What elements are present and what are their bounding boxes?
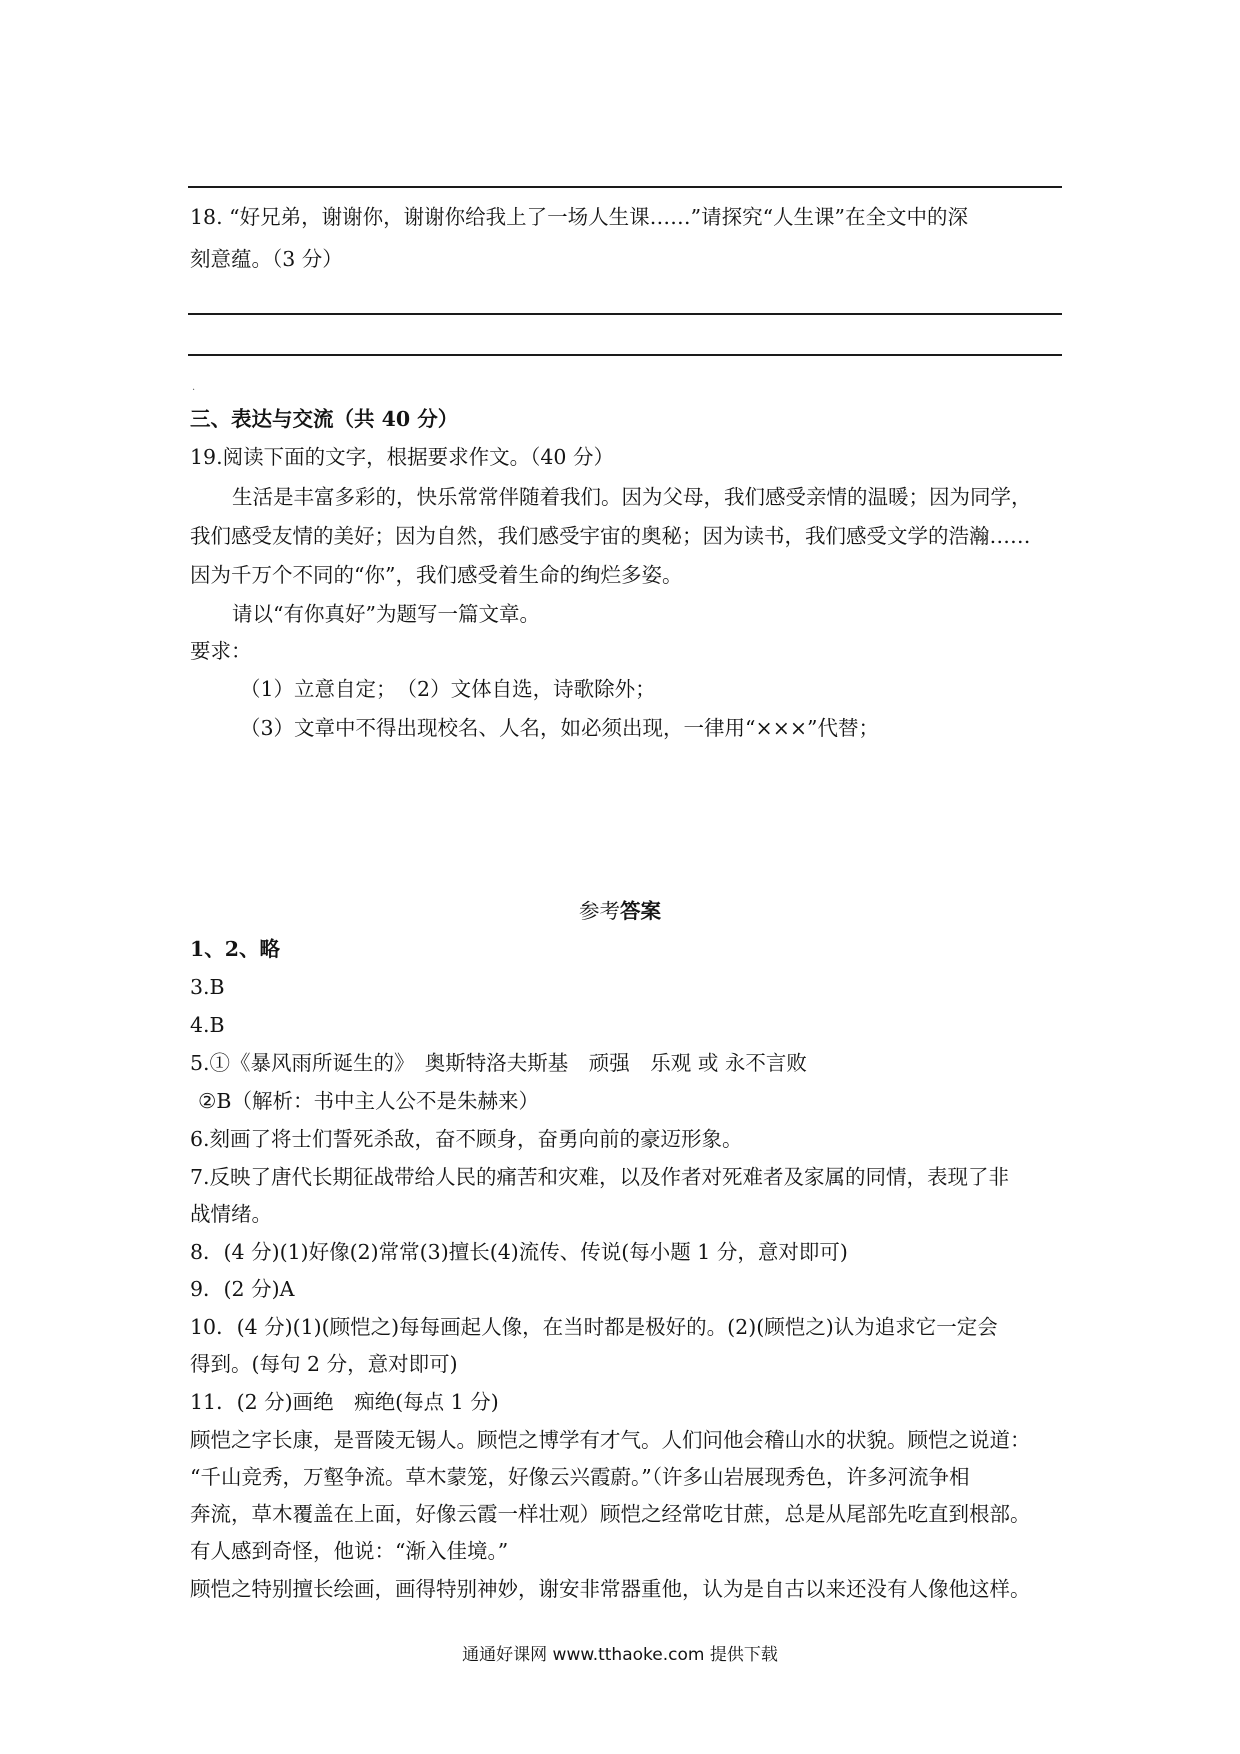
scan-dot: · bbox=[192, 385, 196, 396]
answer-line-text: 顾恺之字长康，是晋陵无锡人。顾恺之博学有才气。人们问他会稽山水的状貌。顾恺之说道： bbox=[190, 1428, 1031, 1452]
question-18-line-1: 18. “好兄弟，谢谢你，谢谢你给我上了一场人生课……”请探究“人生课”在全文中的深 bbox=[190, 205, 969, 229]
answer-line-text: 1、2、略 bbox=[190, 937, 281, 961]
answer-line bbox=[188, 186, 1062, 188]
requirement-3: （3）文章中不得出现校名、人名，如必须出现，一律用“×××”代替； bbox=[240, 716, 880, 740]
answer-line-text: 4.B bbox=[190, 1013, 225, 1037]
essay-prompt: 请以“有你真好”为题写一篇文章。 bbox=[232, 602, 540, 626]
answer-line-text: 11．(2 分)画绝 痴绝(每点 1 分) bbox=[190, 1390, 499, 1414]
question-18-line-2: 刻意蕴。（3 分） bbox=[190, 247, 343, 271]
answer-line-text: 10．(4 分)(1)(顾恺之)每每画起人像，在当时都是极好的。(2)(顾恺之)认为追求它一定会 bbox=[190, 1315, 998, 1339]
question-19: 19.阅读下面的文字，根据要求作文。（40 分） bbox=[190, 445, 614, 469]
passage-line-2: 我们感受友情的美好；因为自然，我们感受宇宙的奥秘；因为读书，我们感受文学的浩瀚…… bbox=[190, 524, 1031, 548]
answer-line bbox=[188, 313, 1062, 315]
answer-line-text: 5.①《暴风雨所诞生的》 奥斯特洛夫斯基 顽强 乐观 或 永不言败 bbox=[190, 1051, 807, 1075]
passage-line-3: 因为千万个不同的“你”，我们感受着生命的绚烂多姿。 bbox=[190, 563, 683, 587]
answers-title-prefix: 参考 bbox=[579, 899, 620, 923]
answer-line-text: 顾恺之特别擅长绘画，画得特别神妙，谢安非常器重他，认为是自古以来还没有人像他这样。 bbox=[190, 1577, 1031, 1601]
answer-line-text: 8．(4 分)(1)好像(2)常常(3)擅长(4)流传、传说(每小题 1 分，意对即可) bbox=[190, 1240, 848, 1264]
answers-title-bold: 答案 bbox=[620, 899, 661, 923]
answer-line-text: 得到。(每句 2 分，意对即可) bbox=[190, 1352, 458, 1376]
answer-line-text: 6.刻画了将士们誓死杀敌，奋不顾身，奋勇向前的豪迈形象。 bbox=[190, 1127, 743, 1151]
answer-line-text: 战情绪。 bbox=[190, 1202, 272, 1226]
answer-line-text: “千山竞秀，万壑争流。草木蒙笼，好像云兴霞蔚。”（许多山岩展现秀色，许多河流争相 bbox=[190, 1465, 970, 1489]
answer-line-text: 7.反映了唐代长期征战带给人民的痛苦和灾难，以及作者对死难者及家属的同情，表现了非 bbox=[190, 1165, 1010, 1189]
answers-title bbox=[0, 897, 1240, 925]
requirement-1-2: （1）立意自定； （2）文体自选，诗歌除外； bbox=[240, 677, 656, 701]
answer-line-text: ②B（解析：书中主人公不是朱赫来） bbox=[198, 1089, 539, 1113]
answer-line-text: 奔流，草木覆盖在上面，好像云霞一样壮观）顾恺之经常吃甘蔗，总是从尾部先吃直到根部。 bbox=[190, 1502, 1031, 1526]
page-footer: 通通好课网 www.tthaoke.com 提供下载 bbox=[462, 1645, 778, 1665]
answer-line bbox=[188, 354, 1062, 356]
answer-line-text: 9．(2 分)A bbox=[190, 1277, 295, 1301]
requirements-label: 要求： bbox=[190, 639, 252, 663]
answer-line-text: 3.B bbox=[190, 975, 225, 999]
answer-line-text: 有人感到奇怪，他说：“渐入佳境。” bbox=[190, 1539, 509, 1563]
section-3-heading: 三、表达与交流（共 40 分） bbox=[190, 407, 459, 431]
passage-line-1: 生活是丰富多彩的，快乐常常伴随着我们。因为父母，我们感受亲情的温暖；因为同学， bbox=[232, 485, 1032, 509]
